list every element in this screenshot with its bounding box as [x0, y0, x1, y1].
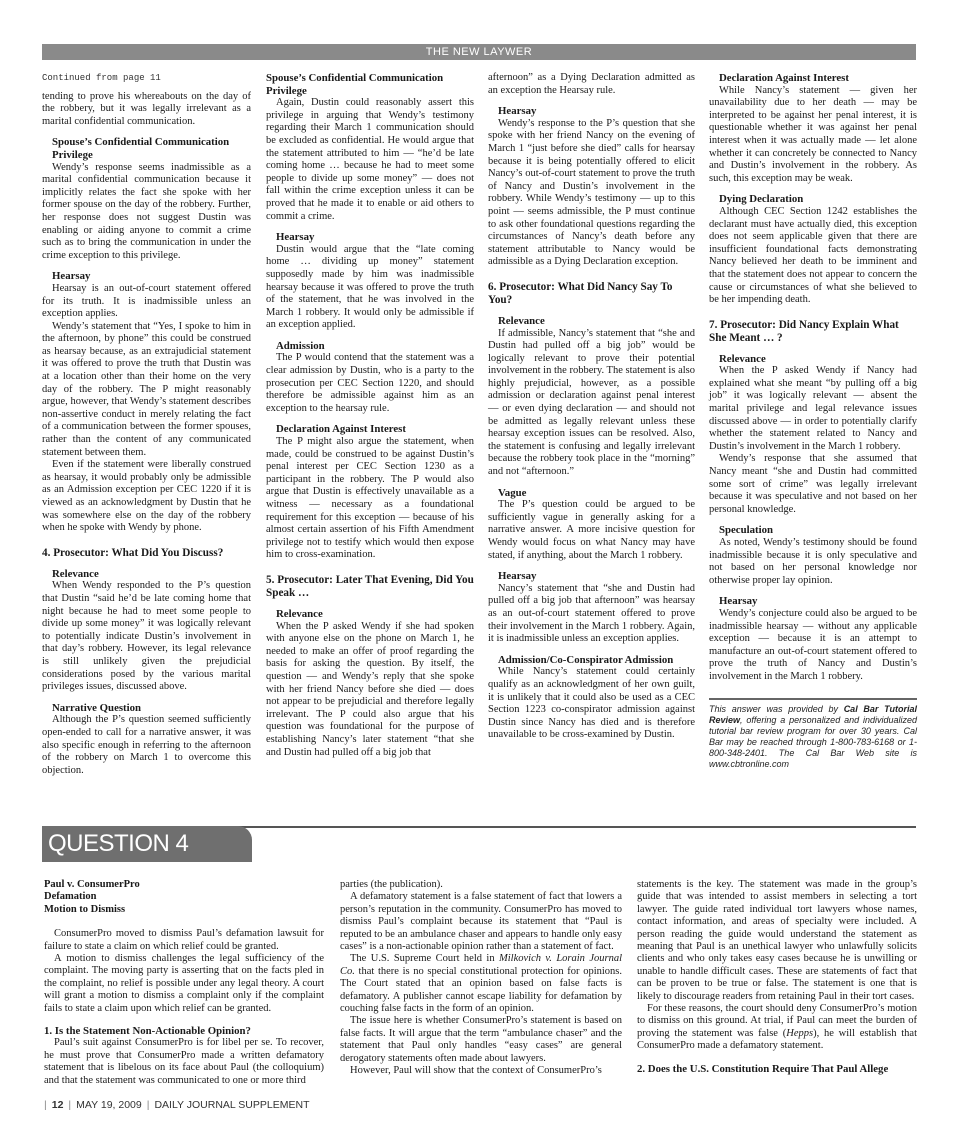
text: ), he will establish that ConsumerPro made a defamatory statement. [637, 1027, 918, 1052]
paragraph [340, 953, 622, 1015]
footer-separator: | [146, 1099, 150, 1111]
paragraph: The P would contend that the statement was a clear admission by Dustin, who is a party to the prosecution per CEC Section 1220, and should therefore be admissible against him as an exception to the hearsay rule. [266, 352, 474, 414]
question-tab: QUESTION 4 [42, 826, 252, 862]
paragraph: A defamatory statement is a false statement of fact that lowers a person’s reputation in the community. ConsumerPro has moved to dismiss Paul’s complaint because its statement that “Paul is reputed to be an ambulance chaser and appears to handle only easy cases” is a non-actionable opinion rather than a statement of fact. [340, 891, 622, 953]
paragraph: Wendy’s response to the P’s question that she spoke with her friend Nancy on the evening of March 1 “just before she died” calls for hearsay because it is being potentially offered to elicit Nancy’s out-of-court statement to prove the truth of Nancy and Dustin’s involvement in the robbery. While Wendy’s testimony — up to this point — seems admissible, the P must continue to ask other foundational questions regarding the circumstances of Nancy’s death before any statement attributable to Nancy would be admissible as a Dying Declaration exception. [488, 117, 695, 268]
paragraph: ConsumerPro moved to dismiss Paul’s defamation lawsuit for failure to state a claim on which relief could be granted. [44, 928, 324, 952]
paragraph: Hearsay is an out-of-court statement offered for its truth. It is inadmissible unless an exception applies. [42, 282, 251, 320]
continued-note: Continued from page 11 [42, 73, 161, 83]
paragraph: When the P asked Wendy if she had spoken with anyone else on the phone on March 1, he needed to make an offer of proof regarding the basis for asking the question. By itself, the question — and Wendy’s reply that she spoke with her friend Nancy before she died — does not appear to be prejudicial and therefore legally irrelevant. The P could also argue that his question was foundational for the purpose of establishing Nancy’s later statement “that she and Dustin had pulled off a big job that [266, 620, 474, 758]
case-citation: Milkovich v. Lorain Journal Co. [340, 953, 622, 977]
paragraph: Although the P’s question seemed sufficiently open-ended to call for a narrative answer, it was also specific enough in referring to the afternoon of the robbery on March 1 to overcome this objection. [42, 714, 251, 776]
paragraph: Wendy’s statement that “Yes, I spoke to him in the afternoon, by phone” this could be construed as hearsay because, as an extrajudicial statement it was offered to prove the truth that Dustin was at a location other than their home on the very day of the robbery. The P might reasonably argue, however, that Wendy’s statement describes non-assertive conduct in merely relating the fact of a communication between the former spouses, rather than the content of any communicated statement between them. [42, 320, 251, 458]
subheading: Hearsay [276, 231, 315, 244]
paragraph: Again, Dustin could reasonably assert this privilege in arguing that Wendy’s testimony regarding their March 1 communication should be excluded as confidential. He would argue that the statement attributed to him — “he’d be late coming home … because he had to meet some people to divide up some money” — does not fall within the crime exception unless it can be proved that he made it to enable or aid others to commit a crime. [266, 97, 474, 222]
subheading: Relevance [719, 352, 766, 365]
question-heading: 2. Does the U.S. Constitution Require That Paul Allege [637, 1062, 889, 1075]
question-column-2 [340, 879, 622, 1078]
subheading: Speculation [719, 524, 773, 537]
paragraph: The P’s question could be argued to be sufficiently vague in generally asking for a narrative answer. A more incisive question for Wendy would focus on what Nancy may have stated, if anything, about the March 1 robbery. [488, 499, 695, 561]
subheading: Hearsay [498, 105, 537, 118]
subheading: Dying Declaration [719, 193, 804, 206]
footer-separator: | [68, 1099, 72, 1111]
credit-text: , offering a personalized and individualized tutorial bar review program for over 30 years. Cal Bar may be reached through 1-800-783-6168 or 1-800-348-2401. The Cal Bar Web site is www.cbtronline.com [709, 714, 917, 769]
paragraph: However, Paul will show that the context of ConsumerPro’s [350, 1065, 602, 1077]
paragraph: afternoon” as a Dying Declaration admitted as an exception the Hearsay rule. [488, 72, 695, 96]
subheading: Relevance [276, 607, 323, 620]
paragraph: statements is the key. The statement was made in the group’s guide that was intended to assist members in selecting a tort lawyer. The guide rated individual tort lawyers whose names, contact information, and areas of specialty were included. A person reading the guide would understand the statement as meaning that Paul is an unethical lawyer who unlawfully solicits clients and who only takes easy cases because he is unwilling or unable to handle difficult cases. These are statements of fact that can be proven to be true or false. The statement is one that is likely to discourage readers from retaining Paul in their tort cases. [637, 879, 917, 1002]
subheading: Hearsay [719, 595, 758, 608]
paragraph [637, 1003, 917, 1053]
credit-text: This answer was provided by [709, 703, 844, 714]
case-topic: Defamation [44, 891, 97, 903]
page-footer [44, 1098, 309, 1112]
paragraph: The issue here is whether ConsumerPro’s statement is based on false facts. It will argue that the term “ambulance chaser” and the statement that Paul only handles “easy cases” are general derogatory statements often made about lawyers. [340, 1015, 622, 1064]
issue-date: MAY 19, 2009 [76, 1099, 142, 1111]
paragraph: Dustin would argue that the “late coming home … dividing up money” statement supposedly made by him was inadmissible hearsay because it was offered to prove the truth of the statement, that he was involved in the March 1 robbery. It would only be admissible if an exception applied. [266, 243, 474, 331]
subheading: Vague [498, 486, 527, 499]
paragraph: Wendy’s response that she assumed that Nancy meant “she and Dustin had committed some sort of crime” was legally irrelevant because it was speculative and not based on her personal knowledge. [709, 453, 917, 515]
credit-publisher: Cal Bar Tutorial Review [709, 703, 917, 725]
article-column-2 [266, 72, 474, 759]
footer-separator: | [44, 1099, 47, 1111]
paragraph: A motion to dismiss challenges the legal sufficiency of the complaint. The moving party is asserting that on the facts pled in the complaint, no relief is possible under any legal theory. A court will grant a motion to dismiss a complaint only if the complaint fails to state a claim upon which relief can be granted. [44, 953, 324, 1014]
paragraph: When the P asked Wendy if Nancy had explained what she meant “by pulling off a big job” it was logically relevant — absent the marital privilege and legal relevance issues discussed above — in order to potentially clarify whether the statement related to Nancy and Dustin’s involvement in the March 1 robbery. [709, 365, 917, 452]
paragraph: The P might also argue the statement, when made, could be construed to be against Dustin’s penal interest per CEC Section 1230 as a participant in the robbery. The P would also argue that Dustin is effectively unavailable as a witness — necessary as a foundational requirement for this exception — because of his almost certain assertion of his Fifth Amendment privilege not to testify which would then expose him to cross-examination. [266, 436, 474, 561]
paragraph: While Nancy’s statement could certainly qualify as an acknowledgment of her own guilt, it is unlikely that it could also be used as a CEC Section 1223 co-conspirator admission against Dustin since Nancy has died and is therefore unavailable to be cross-examined by Dustin. [488, 666, 695, 741]
paragraph: Although CEC Section 1242 establishes the declarant must have actually died, this exception does not seem applicable given that there are insufficient foundational facts demonstrating Nancy believed her death to be imminent and that the statement does not appear to concern the cause or circumstances of what she believed to be her impending death. [709, 205, 917, 306]
subheading: Admission [276, 339, 325, 352]
case-title: Paul v. ConsumerPro [44, 879, 140, 890]
question-heading: 1. Is the Statement Non-Actionable Opinion? [44, 1025, 251, 1038]
text: For these reasons, the court should deny ConsumerPro’s motion to dismiss on this ground. At trial, if Paul can meet the burden of proving the statement was false ( [637, 1003, 917, 1039]
case-heading [44, 879, 324, 916]
page-number: 12 [51, 1099, 64, 1111]
paragraph: Wendy’s conjecture could also be argued to be inadmissible hearsay — without any applicable exception — because it is an attempt to manufacture an out-of-court statement offered to prove the truth of Nancy and Dustin’s involvement in the March 1 robbery. [709, 607, 917, 682]
paragraph: While Nancy’s statement — given her unavailability due to her death — may be interpreted to be against her penal interest, it is questionable whether it was against her penal interest when it was actually made — let alone whether it can concretely be connected to Nancy and Dustin’s involvement in the robbery. As such, this exception may be weak. [709, 84, 917, 184]
paragraph: If admissible, Nancy’s statement that “she and Dustin had pulled off a big job” would be logically relevant to prove their potential involvement in the robbery. The statement is also highly prejudicial, however, as a possible admission or declaration against penal interest — or even dying declaration — and should not be admitted as legally relevant unless these hearsay exception issues can be resolved. Also, the statement is confusing and legally irrelevant because the robbery took place in the “morning” and not “afternoon.” [488, 327, 695, 478]
paragraph: parties (the publication). [340, 879, 443, 890]
author-credit [709, 698, 917, 770]
question-heading: 4. Prosecutor: What Did You Discuss? [42, 546, 224, 559]
case-citation: Hepps [786, 1027, 814, 1039]
paragraph: Nancy’s statement that “she and Dustin had pulled off a big job that afternoon” was hearsay as an out-of-court statement offered to prove their involvement in the March 1 robbery. Again, it is inadmissible unless an exception applies. [488, 582, 695, 645]
paragraph: When Wendy responded to the P’s question that Dustin “said he’d be late coming home that night because he had to meet some people to divide up some money” it was logically relevant to potentially indicate Dustin’s involvement in that day’s robbery. However, its legal relevance is still unlikely given the prejudicial considerations posed by the various marital privileges issues, discussed above. [42, 580, 251, 693]
subheading: Spouse’s Confidential Communication Privilege [52, 136, 230, 161]
subheading: Declaration Against Interest [276, 423, 406, 436]
question-column-3 [637, 879, 917, 1075]
paragraph: Even if the statement were liberally construed as hearsay, it would probably only be admissible as an Admission exception per CEC 1220 if it is viewed as an acknowledgment by Dustin that he was somewhere else on the day of the robbery when he spoke with Wendy by phone. [42, 459, 251, 534]
paragraph: tending to prove his whereabouts on the day of the robbery, but it was legally irrelevant as a marital confidential communication. [42, 90, 251, 127]
case-motion: Motion to Dismiss [44, 903, 126, 915]
question-heading: 6. Prosecutor: What Did Nancy Say To You? [488, 280, 673, 306]
article-column-4 [709, 72, 917, 770]
text: The U.S. Supreme Court held in [350, 953, 499, 965]
subheading: Hearsay [52, 270, 91, 283]
text: that there is no special constitutional protection for opinions. The Court stated that an opinion based on false facts is defamatory. A publisher cannot escape liability for defamation by couching false facts in the form of an opinion. [340, 965, 622, 1015]
subheading: Declaration Against Interest [719, 72, 849, 84]
subheading: Spouse’s Confidential Communication Privilege [266, 72, 444, 97]
question-heading: 7. Prosecutor: Did Nancy Explain What She Meant … ? [709, 318, 899, 344]
article-column-3 [488, 72, 695, 742]
subheading: Relevance [498, 314, 545, 327]
question-heading: 5. Prosecutor: Later That Evening, Did You Speak … [266, 573, 474, 599]
question-column-1 [44, 879, 324, 1087]
subheading: Hearsay [498, 570, 537, 583]
subheading: Admission/Co-Conspirator Admission [498, 653, 674, 666]
subheading: Narrative Question [52, 701, 142, 714]
section-banner: THE NEW LAYWER [42, 44, 916, 60]
publication-name: DAILY JOURNAL SUPPLEMENT [154, 1099, 310, 1111]
paragraph: Paul’s suit against ConsumerPro is for libel per se. To recover, he must prove that ConsumerPro made a written defamatory statement that is libelous on its face about Paul (the colloquium) and that the statement was communicated to one or more third [44, 1037, 324, 1086]
subheading: Relevance [52, 567, 99, 580]
article-column-1 [42, 72, 251, 777]
paragraph: As noted, Wendy’s testimony should be found inadmissible because it is only speculative and not based on her personal knowledge nor otherwise proper lay opinion. [709, 537, 917, 586]
paragraph: Wendy’s response seems inadmissible as a marital confidential communication because it implicitly relates the fact she spoke with her former spouse on the day of the robbery. Further, her response does not suggest Dustin was enabling or aiding anyone to commit a crime such as to bring the communication in under the crime exception to this privilege. [42, 161, 251, 261]
